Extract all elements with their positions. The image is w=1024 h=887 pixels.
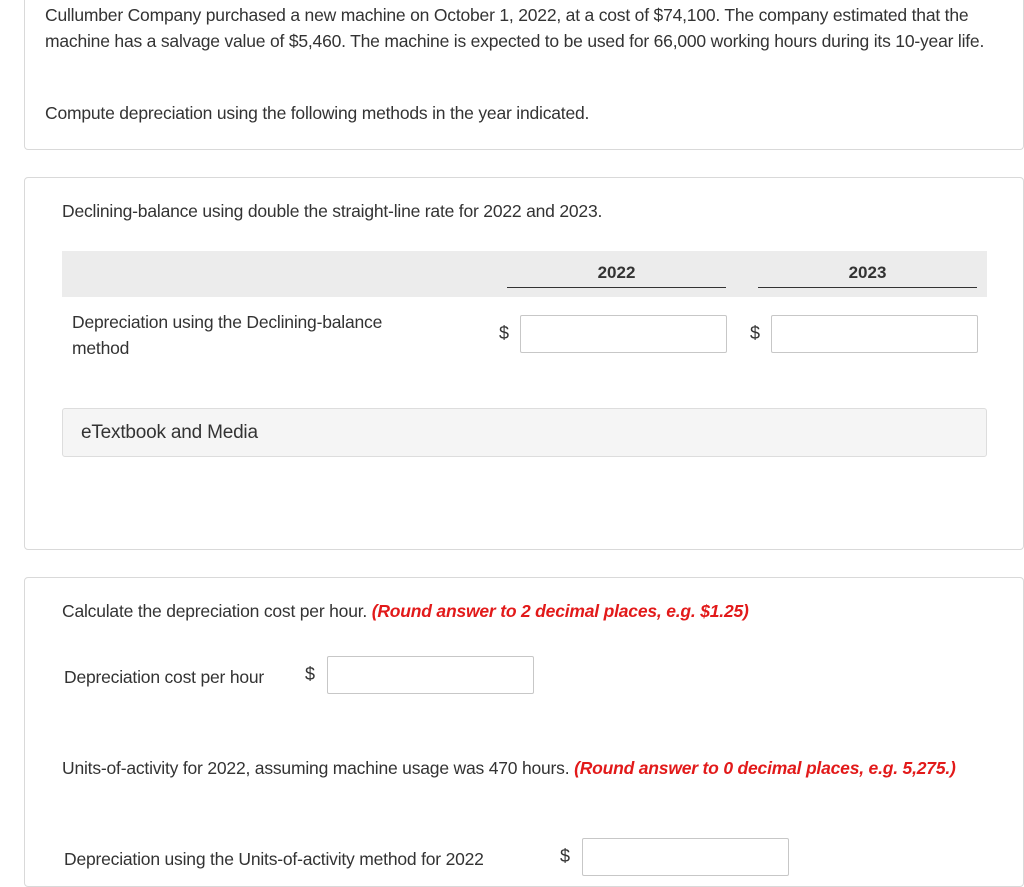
units-of-activity-card <box>24 577 1024 887</box>
cost-per-hour-question: Calculate the depreciation cost per hour. <box>62 601 368 621</box>
year-header-row <box>62 251 987 297</box>
currency-symbol-2022: $ <box>499 323 510 343</box>
declining-balance-2022-input[interactable] <box>520 315 727 353</box>
problem-card <box>24 0 1024 150</box>
year-header-2023: 2023 <box>758 251 977 288</box>
units-of-activity-hint: (Round answer to 0 decimal places, e.g. 5,275.) <box>574 758 956 778</box>
problem-statement: Cullumber Company purchased a new machine on October 1, 2022, at a cost of $74,100. The company estimated that the machine has a salvage value of $5,460. The machine is expected to be used for 66,000 working hours during its 10-year life. <box>45 5 985 51</box>
currency-symbol-2023: $ <box>750 323 761 343</box>
units-of-activity-title <box>62 755 992 781</box>
declining-balance-2023-input[interactable] <box>771 315 978 353</box>
cost-per-hour-currency: $ <box>305 664 316 684</box>
declining-balance-title: Declining-balance using double the straight-line rate for 2022 and 2023. <box>62 201 603 221</box>
year-header-2022: 2022 <box>507 251 726 288</box>
cost-per-hour-hint: (Round answer to 2 decimal places, e.g. $1.25) <box>371 601 749 621</box>
cost-per-hour-input[interactable] <box>327 656 534 694</box>
problem-instruction: Compute depreciation using the following methods in the year indicated. <box>45 103 590 123</box>
units-of-activity-currency: $ <box>560 846 571 866</box>
units-of-activity-question: Units-of-activity for 2022, assuming machine usage was 470 hours. <box>62 758 570 778</box>
cost-per-hour-label: Depreciation cost per hour <box>64 667 265 687</box>
etextbook-media-button[interactable]: eTextbook and Media <box>62 408 987 457</box>
declining-balance-row-label: Depreciation using the Declining-balance method <box>72 312 383 358</box>
units-of-activity-label: Depreciation using the Units-of-activity method for 2022 <box>64 849 484 869</box>
declining-balance-card <box>24 177 1024 550</box>
units-of-activity-input[interactable] <box>582 838 789 876</box>
cost-per-hour-title <box>62 598 749 624</box>
